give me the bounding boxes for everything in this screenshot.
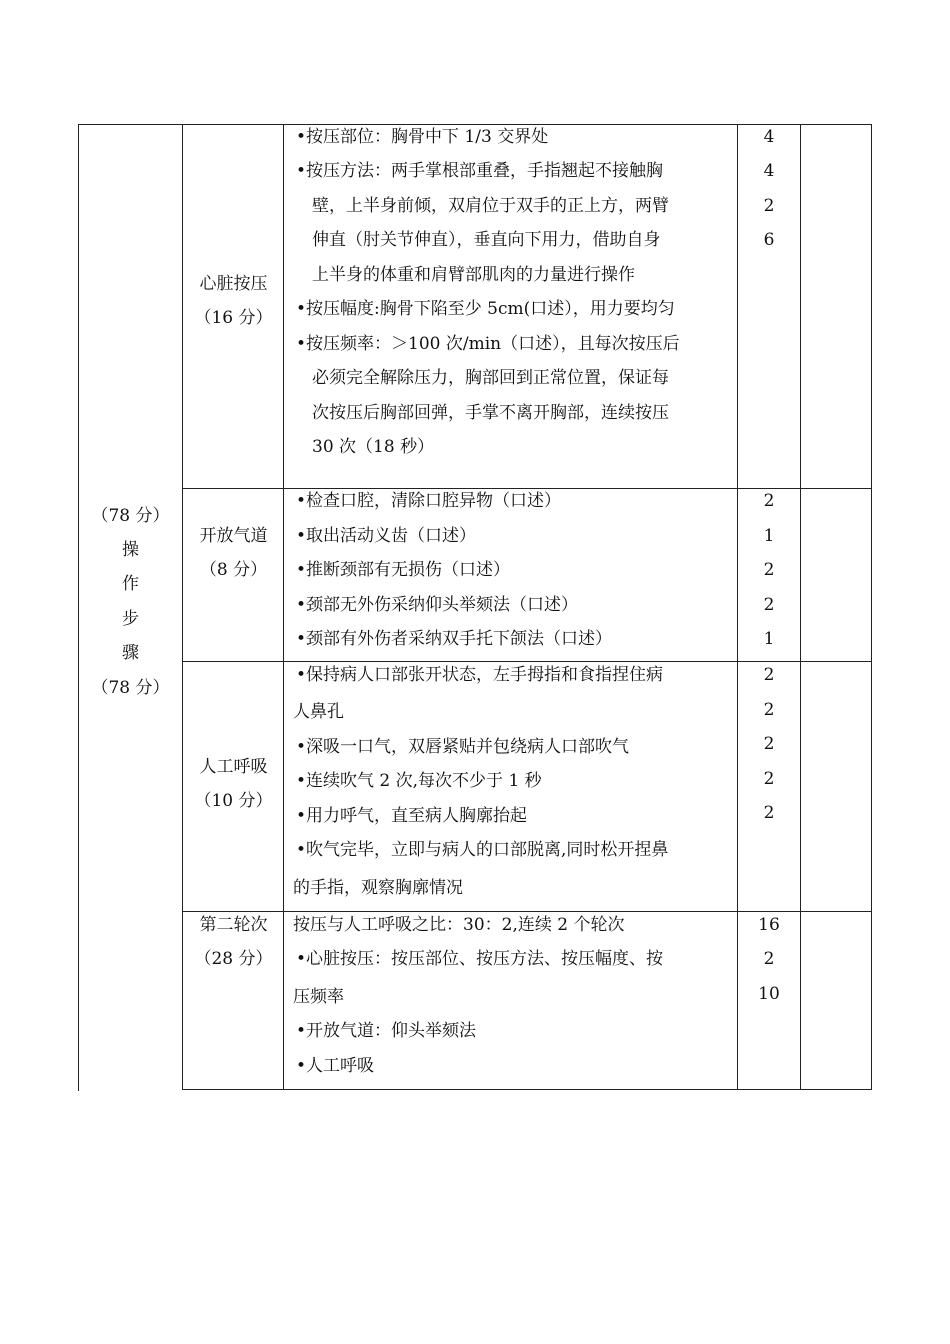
airway-line-4: •颈部无外伤采纳仰头举颏法（口述）	[296, 595, 579, 615]
round-point-3: 10	[758, 984, 780, 1004]
cpr-line-5: 上半身的体重和肩臂部肌肉的力量进行操作	[312, 265, 635, 285]
round-line-2: •心脏按压：按压部位、按压方法、按压幅度、按	[296, 949, 664, 969]
round-point-2: 2	[763, 949, 775, 969]
cpr-line-7: •按压频率：＞100 次/min（口述），且每次按压后	[296, 334, 680, 354]
breathing-point-3: 2	[763, 734, 775, 754]
main-score-top: （78 分）	[91, 506, 170, 526]
main-char-3: 步	[122, 609, 139, 629]
table-right-border	[871, 124, 872, 1090]
table-bottom-border	[182, 1089, 872, 1090]
airway-point-3: 2	[763, 560, 775, 580]
round-point-1: 16	[758, 915, 780, 935]
cpr-line-4: 伸直（肘关节伸直），垂直向下用力，借助自身	[312, 230, 661, 250]
cpr-line-8: 必须完全解除压力，胸部回到正常位置，保证每	[312, 368, 669, 388]
main-char-4: 骤	[122, 643, 139, 663]
airway-point-1: 2	[763, 491, 775, 511]
airway-point-2: 1	[763, 526, 775, 546]
section-score-airway: （8 分）	[199, 560, 268, 580]
breathing-point-2: 2	[763, 700, 775, 720]
breathing-line-2: 人鼻孔	[293, 702, 344, 722]
col-divider-4	[800, 124, 801, 1090]
breathing-point-5: 2	[763, 803, 775, 823]
section-title-breathing: 人工呼吸	[199, 757, 268, 777]
section-score-second-round: （28 分）	[194, 949, 273, 969]
round-line-4: •开放气道：仰头举颏法	[296, 1021, 477, 1041]
main-score-bottom: （78 分）	[91, 678, 170, 698]
cpr-line-6: •按压幅度:胸骨下陷至少 5cm(口述），用力要均匀	[296, 299, 675, 319]
section-title-cpr: 心脏按压	[199, 274, 268, 294]
cpr-point-3: 2	[763, 196, 775, 216]
breathing-line-4: •连续吹气 2 次,每次不少于 1 秒	[296, 771, 542, 791]
section-title-second-round: 第二轮次	[199, 915, 268, 935]
round-line-5: •人工呼吸	[296, 1056, 375, 1076]
breathing-point-1: 2	[763, 665, 775, 685]
round-line-1: 按压与人工呼吸之比：30：2,连续 2 个轮次	[293, 915, 625, 935]
airway-point-4: 2	[763, 595, 775, 615]
airway-line-2: •取出活动义齿（口述）	[296, 526, 477, 546]
cpr-point-1: 4	[763, 127, 775, 147]
breathing-line-1: •保持病人口部张开状态，左手拇指和食指捏住病	[296, 665, 664, 685]
breathing-point-4: 2	[763, 769, 775, 789]
section-score-breathing: （10 分）	[194, 791, 273, 811]
cpr-point-2: 4	[763, 161, 775, 181]
col-divider-2	[283, 124, 284, 1090]
cpr-line-2: •按压方法：两手掌根部重叠，手指翘起不接触胸	[296, 161, 664, 181]
airway-line-5: •颈部有外伤者采纳双手托下颌法（口述）	[296, 629, 613, 649]
main-char-2: 作	[122, 574, 139, 594]
cpr-point-4: 6	[763, 230, 775, 250]
breathing-line-7: 的手指，观察胸廓情况	[293, 878, 463, 898]
airway-line-1: •检查口腔，清除口腔异物（口述）	[296, 491, 562, 511]
cpr-line-10: 30 次（18 秒）	[312, 437, 435, 457]
section-score-cpr: （16 分）	[194, 308, 273, 328]
cpr-line-3: 壁，上半身前倾，双肩位于双手的正上方，两臂	[312, 196, 669, 216]
section-title-airway: 开放气道	[199, 526, 268, 546]
breathing-line-5: •用力呼气，直至病人胸廓抬起	[296, 806, 528, 826]
cpr-line-1: •按压部位：胸骨中下 1/3 交界处	[296, 127, 549, 147]
breathing-line-6: •吹气完毕，立即与病人的口部脱离,同时松开捏鼻	[296, 840, 669, 860]
col-divider-3	[737, 124, 738, 1090]
breathing-line-3: •深吸一口气，双唇紧贴并包绕病人口部吹气	[296, 737, 630, 757]
airway-point-5: 1	[763, 629, 775, 649]
main-char-1: 操	[122, 540, 139, 560]
col-divider-1	[182, 124, 183, 1090]
cpr-line-9: 次按压后胸部回弹，手掌不离开胸部，连续按压	[312, 403, 669, 423]
round-line-3: 压频率	[293, 987, 344, 1007]
airway-line-3: •推断颈部有无损伤（口述）	[296, 560, 511, 580]
